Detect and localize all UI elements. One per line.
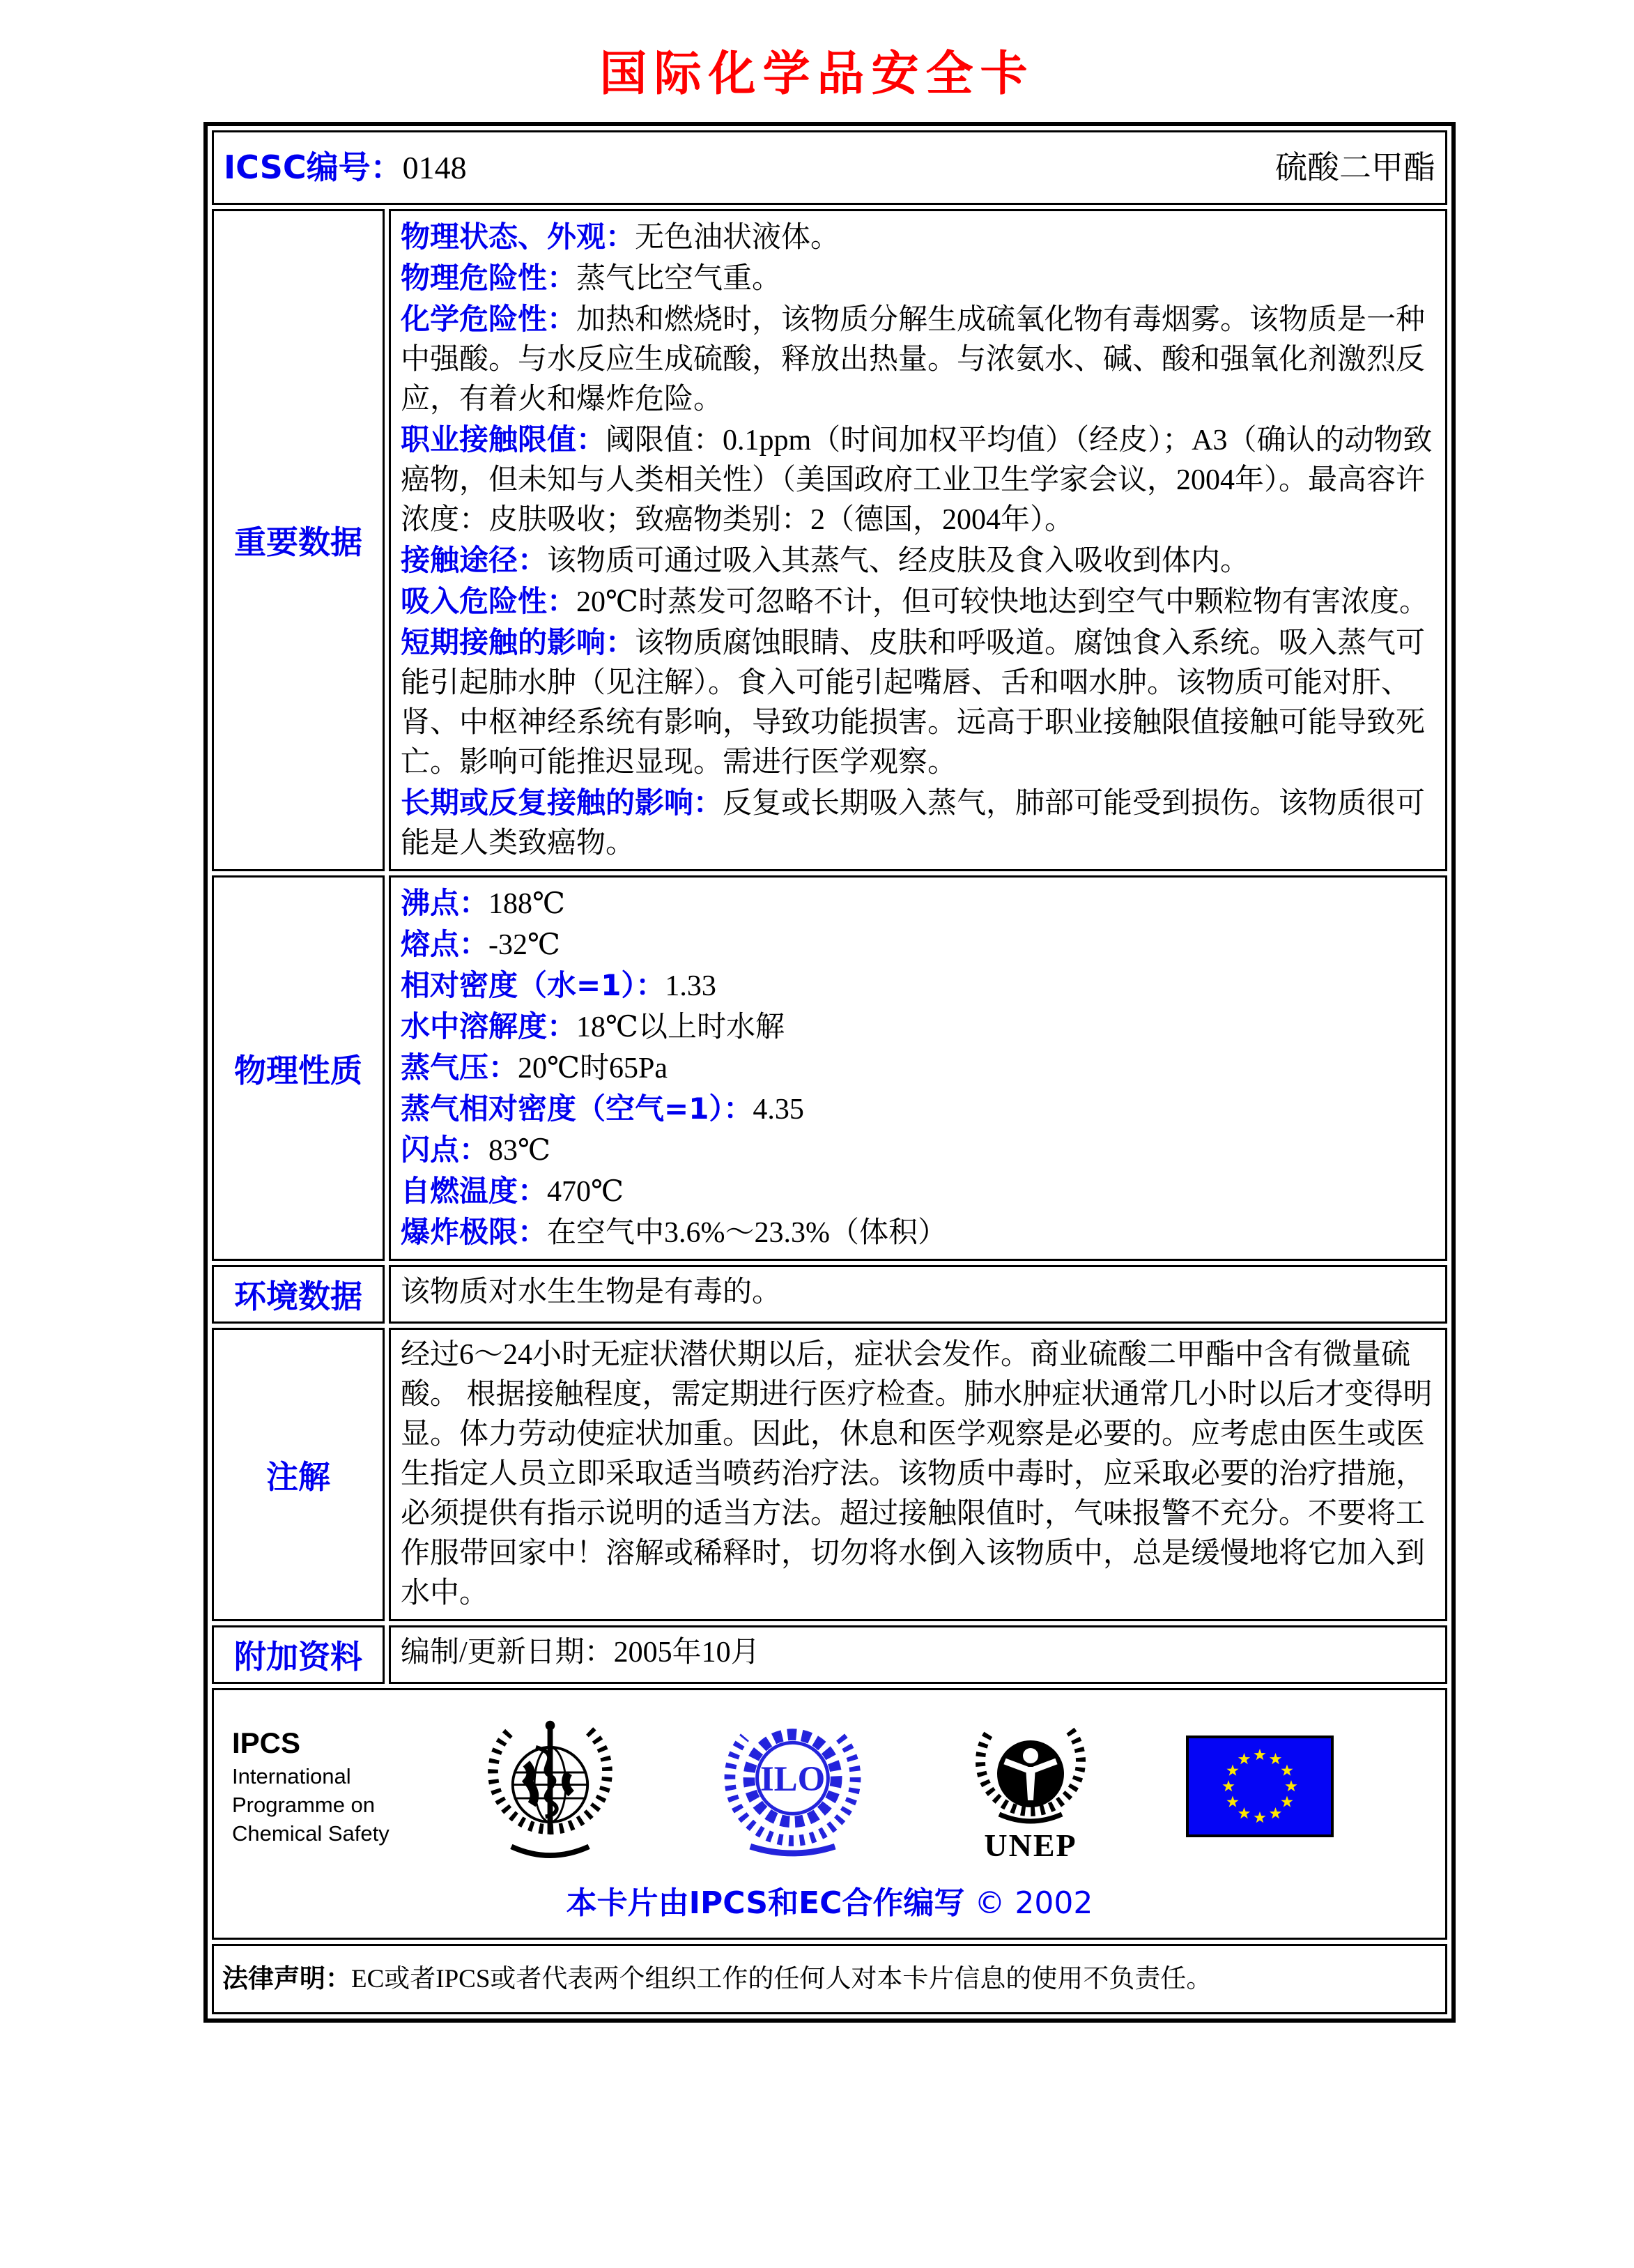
- header-cell: [212, 130, 1447, 205]
- chemical-name: 硫酸二甲酯: [1275, 150, 1435, 185]
- entry-flash-point: 闪点：83℃: [401, 1133, 550, 1167]
- entry-relative-density: 相对密度（水=1）：1.33: [401, 968, 716, 1002]
- entry-water-solubility: 水中溶解度：18℃以上时水解: [401, 1009, 785, 1043]
- environmental-data-text: 该物质对水生生物是有毒的。: [401, 1276, 782, 1308]
- legal-cell: [212, 1944, 1447, 2014]
- additional-info-content: [389, 1625, 1447, 1684]
- section-label-important-data: 重要数据: [212, 209, 385, 871]
- additional-info-text: 编制/更新日期：2005年10月: [401, 1637, 760, 1669]
- header-row: [212, 130, 1447, 205]
- important-data-row: [212, 209, 1447, 871]
- legal-text: EC或者IPCS或者代表两个组织工作的任何人对本卡片信息的使用不负责任。: [351, 1965, 1212, 1993]
- entry-long-term-effects: 长期或反复接触的影响：反复或长期吸入蒸气，肺部可能受到损伤。该物质很可能是人类致癌物。: [401, 786, 1426, 859]
- entry-explosive-limits: 爆炸极限：在空气中3.6%～23.3%（体积）: [401, 1215, 947, 1249]
- additional-info-row: [212, 1625, 1447, 1684]
- legal-label: 法律声明：: [222, 1963, 351, 1993]
- ipcs-line-2: Programme on: [232, 1793, 376, 1817]
- physical-properties-row: [212, 875, 1447, 1261]
- copyright-text: © 2002: [974, 1885, 1093, 1921]
- unep-logo-icon: [964, 1704, 1097, 1868]
- section-label-physical-properties: 物理性质: [212, 875, 385, 1261]
- ipcs-line-1: International: [232, 1764, 351, 1788]
- notes-content: [389, 1328, 1447, 1621]
- cooperation-caption: [221, 1878, 1438, 1922]
- ilo-letters: ILO: [760, 1759, 826, 1799]
- physical-properties-content: [389, 875, 1447, 1261]
- who-logo-icon: [479, 1708, 622, 1864]
- ipcs-text-block: [232, 1724, 390, 1848]
- unep-wordmark: UNEP: [984, 1828, 1077, 1863]
- cooperation-caption-text: 本卡片由IPCS和EC合作编写: [566, 1885, 965, 1921]
- icsc-number-label: ICSC编号：: [224, 148, 403, 186]
- entry-occupational-exposure-limit: 职业接触限值：阈限值：0.1ppm（时间加权平均值）（经皮）；A3（确认的动物致癌物，但未知与人类相关性）（美国政府工业卫生学家会议，2004年）。最高容许浓度：皮肤吸收；致癌物类别：2（德国，2004年）。: [401, 422, 1433, 536]
- entry-vapor-pressure: 蒸气压：20℃时65Pa: [401, 1050, 668, 1085]
- ilo-logo-icon: [711, 1713, 874, 1860]
- environmental-data-row: [212, 1265, 1447, 1324]
- logos-row: [212, 1688, 1447, 1940]
- eu-flag-icon: [1186, 1736, 1334, 1837]
- entry-chemical-hazard: 化学危险性：加热和燃烧时，该物质分解生成硫氧化物有毒烟雾。该物质是一种中强酸。与水反应生成硫酸，释放出热量。与浓氨水、碱、酸和强氧化剂激烈反应，有着火和爆炸危险。: [401, 302, 1426, 415]
- ipcs-line-3: Chemical Safety: [232, 1821, 390, 1846]
- entry-autoignition-temperature: 自燃温度：470℃: [401, 1174, 624, 1208]
- entry-short-term-effects: 短期接触的影响：该物质腐蚀眼睛、皮肤和呼吸道。腐蚀食入系统。吸入蒸气可能引起肺水肿（见注解）。食入可能引起嘴唇、舌和咽水肿。该物质可能对肝、肾、中枢神经系统有影响，导致功能损害。远高于职业接触限值接触可能导致死亡。影响可能推迟显现。需进行医学观察。: [401, 625, 1426, 779]
- notes-row: [212, 1328, 1447, 1621]
- entry-exposure-routes: 接触途径：该物质可通过吸入其蒸气、经皮肤及食入吸收到体内。: [401, 543, 1250, 577]
- icsc-number-value: 0148: [402, 150, 467, 185]
- environmental-data-content: [389, 1265, 1447, 1324]
- section-label-environmental-data: 环境数据: [212, 1265, 385, 1324]
- legal-row: [212, 1944, 1447, 2014]
- section-label-additional-info: 附加资料: [212, 1625, 385, 1684]
- page-title: 国际化学品安全卡: [599, 46, 1035, 102]
- icsc-number-group: [224, 149, 467, 186]
- ipcs-title: IPCS: [232, 1726, 301, 1759]
- important-data-content: [389, 209, 1447, 871]
- entry-vapor-relative-density: 蒸气相对密度（空气=1）：4.35: [401, 1091, 804, 1126]
- entry-physical-state: 物理状态、外观：无色油状液体。: [401, 220, 840, 254]
- entry-boiling-point: 沸点：188℃: [401, 886, 565, 920]
- entry-physical-hazard: 物理危险性：蒸气比空气重。: [401, 261, 782, 295]
- entry-melting-point: 熔点：-32℃: [401, 927, 560, 961]
- icsc-page: [0, 36, 1634, 2023]
- icsc-card-table: [203, 122, 1456, 2023]
- logos-cell: [212, 1688, 1447, 1940]
- notes-text: 经过6～24小时无症状潜伏期以后，症状会发作。商业硫酸二甲酯中含有微量硫酸。 根据接触程度，需定期进行医疗检查。肺水肿症状通常几小时以后才变得明显。体力劳动使症状加重。因此，休息和医学观察是必要的。应考虑由医生或医生指定人员立即采取适当喷药治疗法。该物质中毒时，应采取必要的治疗措施，必须提供有指示说明的适当方法。超过接触限值时，气味报警不充分。不要将工作服带回家中！溶解或稀释时，切勿将水倒入该物质中，总是缓慢地将它加入到水中。: [401, 1339, 1433, 1609]
- entry-inhalation-risk: 吸入危险性：20℃时蒸发可忽略不计，但可较快地达到空气中颗粒物有害浓度。: [401, 584, 1429, 618]
- section-label-notes: 注解: [212, 1328, 385, 1621]
